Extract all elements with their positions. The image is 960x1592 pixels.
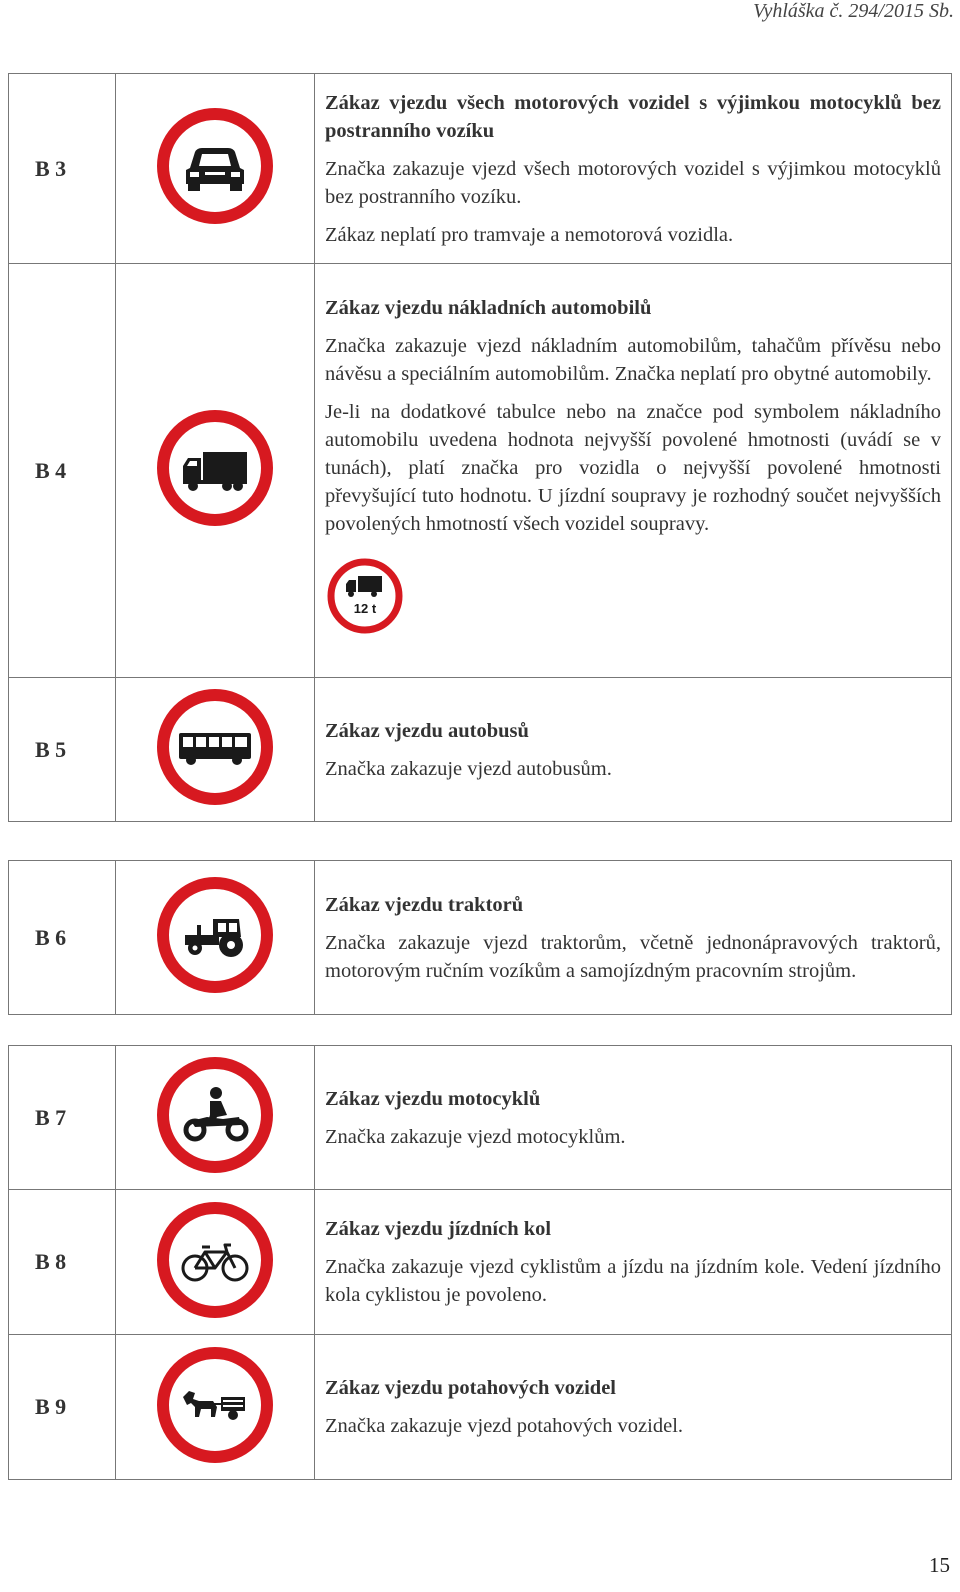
sign-title: Zákaz vjezdu jízdních kol [325,1218,552,1240]
document-header: Vyhláška č. 294/2015 Sb. [753,0,954,22]
sign-row-b8 [9,1190,952,1335]
bicycle-icon [155,1200,275,1320]
truck-icon [325,556,405,636]
horse-cart-icon [155,1345,275,1465]
sign-description: Značka zakazuje vjezd motocyklům. [325,1125,626,1148]
sign-description: Zákaz neplatí pro tramvaje a nemotorová vozidla. [325,223,734,246]
example-sign-label: 12 t [353,600,377,616]
sign-description: Je-li na dodatkové tabulce nebo na značce pod symbolem nákladního automobilu uvedena hodnota nejvyšší povolené hmotnosti (uvádí se v tunách), platí značka pro vozidla o nejvyšší povolené hmotnosti převyšující tuto hodnotu. U jízdní soupravy je rozhodný součet nejvyšších povolených hmotností všech vozidel soupravy. [325,400,941,535]
motorcycle-icon [155,1055,275,1175]
example-sign [325,556,941,644]
sign-description: Značka zakazuje vjezd autobusům. [325,757,612,780]
sign-description: Značka zakazuje vjezd cyklistům a jízdu na jízdním kole. Vedení jízdního kola cyklistou je povoleno. [325,1256,941,1306]
sign-row-b4 [9,264,952,678]
bus-icon [155,687,275,807]
sign-description: Značka zakazuje vjezd potahových vozidel. [325,1415,684,1437]
sign-code: B 6 [9,861,116,1015]
sign-description: Značka zakazuje vjezd všech motorových vozidel s výjimkou motocyklů bez postranního vozíku. [325,157,941,208]
sign-description: Značka zakazuje vjezd nákladním automobilům, tahačům přívěsu nebo návěsu a speciálním automobilům. Značka neplatí pro obytné automobily. [325,334,941,385]
sign-row-b9 [9,1335,952,1480]
page-number: 15 [929,1553,950,1577]
sign-row-b3 [9,74,952,264]
sign-code: B 3 [9,74,116,264]
tractor-icon [155,875,275,995]
sign-row-b5 [9,678,952,822]
signs-table-2 [8,860,952,1015]
signs-table-1 [8,73,952,822]
sign-title: Zákaz vjezdu nákladních automobilů [325,296,652,319]
sign-title: Zákaz vjezdu všech motorových vozidel s výjimkou motocyklů bez postranního vozíku [325,91,941,142]
sign-title: Zákaz vjezdu traktorů [325,893,524,916]
car-icon [155,106,275,226]
sign-code: B 9 [9,1335,116,1480]
sign-code: B 4 [9,264,116,678]
sign-title: Zákaz vjezdu motocyklů [325,1087,541,1110]
truck-icon [155,408,275,528]
sign-code: B 8 [9,1190,116,1335]
sign-title: Zákaz vjezdu potahových vozidel [325,1377,616,1399]
sign-row-b6 [9,861,952,1015]
sign-description: Značka zakazuje vjezd traktorům, včetně jednonápravových traktorů, motorovým ručním vozíkům a samojízdným pracovním strojům. [325,931,941,982]
signs-table-3 [8,1045,952,1480]
sign-code: B 5 [9,678,116,822]
sign-title: Zákaz vjezdu autobusů [325,719,529,742]
sign-code: B 7 [9,1046,116,1190]
sign-row-b7 [9,1046,952,1190]
